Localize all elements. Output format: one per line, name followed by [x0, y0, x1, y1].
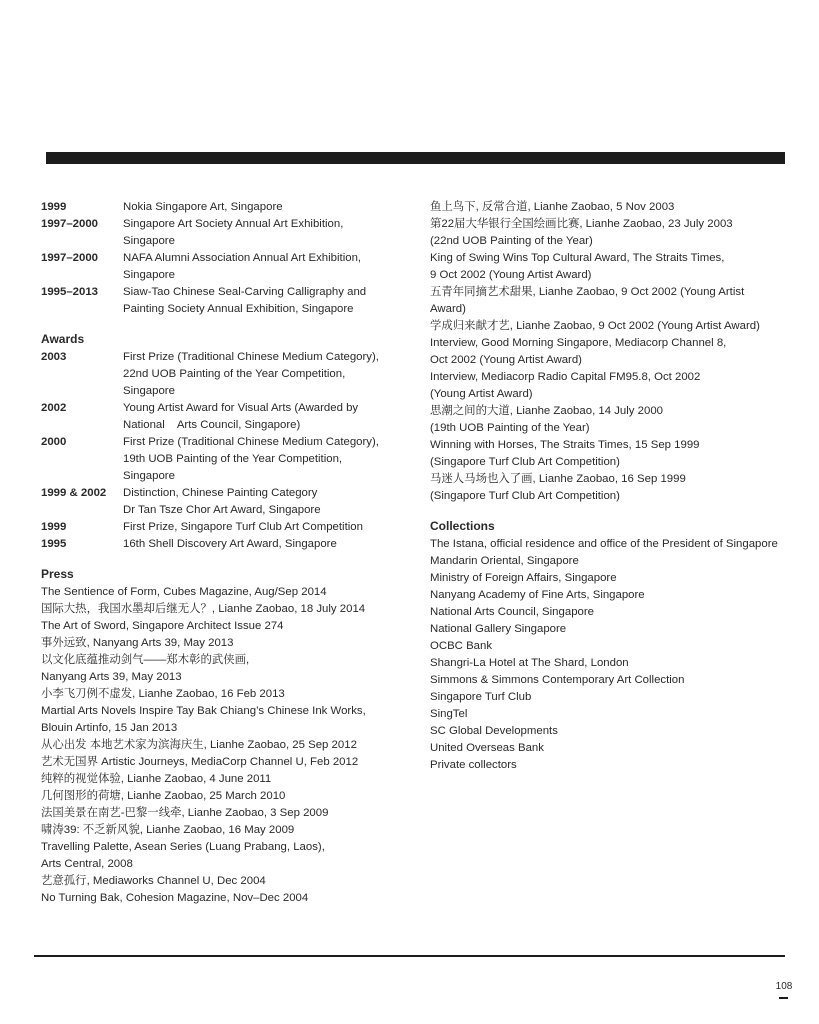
description-line: NAFA Alumni Association Annual Art Exhibition, [123, 252, 362, 264]
press-line: Nanyang Arts 39, May 2013 [41, 671, 182, 683]
collection-line: National Gallery Singapore [430, 623, 567, 635]
press-line: 思潮之间的大道, Lianhe Zaobao, 14 July 2000 [430, 405, 663, 417]
press-line: (22nd UOB Painting of the Year) [430, 235, 593, 247]
page-number-underline [779, 997, 788, 999]
description-line: Dr Tan Tsze Chor Art Award, Singapore [123, 504, 321, 516]
collection-line: OCBC Bank [430, 640, 493, 652]
press-line: King of Swing Wins Top Cultural Award, The Straits Times, [430, 252, 725, 264]
press-line: Interview, Good Morning Singapore, Mediacorp Channel 8, [430, 337, 727, 349]
press-line: 学成归来献才艺, Lianhe Zaobao, 9 Oct 2002 (Young Artist Award) [430, 320, 760, 332]
year: 1999 [41, 201, 67, 213]
exhibitions-list [41, 199, 406, 318]
collection-line: Shangri-La Hotel at The Shard, London [430, 657, 629, 669]
list-item [41, 349, 406, 400]
list-item [41, 250, 406, 284]
press-line: (Singapore Turf Club Art Competition) [430, 456, 620, 468]
press-line: Interview, Mediacorp Radio Capital FM95.8, Oct 2002 [430, 371, 701, 383]
press-line: Travelling Palette, Asean Series (Luang Prabang, Laos), [41, 841, 325, 853]
collection-line: SingTel [430, 708, 468, 720]
year: 2002 [41, 402, 67, 414]
description-line: Siaw-Tao Chinese Seal-Carving Calligraphy and [123, 286, 367, 298]
press-line: 事外远致, Nanyang Arts 39, May 2013 [41, 637, 234, 649]
collection-line: Singapore Turf Club [430, 691, 532, 703]
description-line: Nokia Singapore Art, Singapore [123, 201, 283, 213]
press-line: 法国美景在南艺-巴黎一线牵, Lianhe Zaobao, 3 Sep 2009 [41, 807, 329, 819]
year: 1995–2013 [41, 286, 99, 298]
list-item [41, 284, 406, 318]
description-line: 19th UOB Painting of the Year Competition, [123, 453, 343, 465]
collection-line: Nanyang Academy of Fine Arts, Singapore [430, 589, 645, 601]
awards-heading: Awards [41, 332, 85, 346]
press-line: 以文化底蕴推动剑气——郑木彰的武侠画, [41, 654, 250, 666]
list-item [41, 199, 406, 216]
collections-heading: Collections [430, 519, 495, 533]
press-line: 9 Oct 2002 (Young Artist Award) [430, 269, 592, 281]
description-line: First Prize (Traditional Chinese Medium Category), [123, 436, 379, 448]
description-line: Painting Society Annual Exhibition, Singapore [123, 303, 354, 315]
year: 1995 [41, 538, 67, 550]
press-line: 鱼上鸟下, 反常合道, Lianhe Zaobao, 5 Nov 2003 [430, 201, 675, 213]
collection-line: Private collectors [430, 759, 517, 771]
year: 1999 & 2002 [41, 487, 107, 499]
collection-line: Simmons & Simmons Contemporary Art Collection [430, 674, 685, 686]
press-heading: Press [41, 567, 74, 581]
collection-line: SC Global Developments [430, 725, 558, 737]
description-line: Singapore [123, 269, 175, 281]
collection-line: Mandarin Oriental, Singapore [430, 555, 579, 567]
description-line: Singapore [123, 385, 175, 397]
description-line: 22nd UOB Painting of the Year Competition, [123, 368, 346, 380]
list-item [41, 536, 406, 553]
press-continued-list [430, 199, 800, 505]
press-line: The Art of Sword, Singapore Architect Issue 274 [41, 620, 284, 632]
description-line: Singapore [123, 235, 175, 247]
list-item [41, 400, 406, 434]
page-number: 108 [775, 981, 793, 992]
year: 1997–2000 [41, 252, 99, 264]
right-column [430, 199, 800, 774]
press-line: (19th UOB Painting of the Year) [430, 422, 590, 434]
press-line: (Singapore Turf Club Art Competition) [430, 490, 620, 502]
press-line: No Turning Bak, Cohesion Magazine, Nov–Dec 2004 [41, 892, 309, 904]
press-list [41, 584, 406, 907]
press-line: 几何图形的荷塘, Lianhe Zaobao, 25 March 2010 [41, 790, 286, 802]
description-line: First Prize (Traditional Chinese Medium Category), [123, 351, 379, 363]
press-line: 艺术无国界 Artistic Journeys, MediaCorp Channel U, Feb 2012 [41, 756, 359, 768]
footer-rule [34, 955, 785, 957]
collection-line: The Istana, official residence and office of the President of Singapore [430, 538, 778, 550]
awards-list [41, 349, 406, 553]
collection-line: Ministry of Foreign Affairs, Singapore [430, 572, 617, 584]
year: 1999 [41, 521, 67, 533]
press-line: 艺意孤行, Mediaworks Channel U, Dec 2004 [41, 875, 266, 887]
press-line: 纯粹的视觉体验, Lianhe Zaobao, 4 June 2011 [41, 773, 272, 785]
press-line: 五青年同摘艺术甜果, Lianhe Zaobao, 9 Oct 2002 (Young Artist [430, 286, 745, 298]
header-bar [46, 152, 785, 164]
list-item [41, 485, 406, 519]
press-line: Award) [430, 303, 466, 315]
description-line: National Arts Council, Singapore) [123, 419, 301, 431]
press-line: Martial Arts Novels Inspire Tay Bak Chiang’s Chinese Ink Works, [41, 705, 366, 717]
year: 1997–2000 [41, 218, 99, 230]
list-item [41, 216, 406, 250]
description-line: Young Artist Award for Visual Arts (Awarded by [123, 402, 359, 414]
collection-line: National Arts Council, Singapore [430, 606, 594, 618]
press-line: Oct 2002 (Young Artist Award) [430, 354, 582, 366]
press-line: 马迷人马场也入了画, Lianhe Zaobao, 16 Sep 1999 [430, 473, 686, 485]
description-line: First Prize, Singapore Turf Club Art Competition [123, 521, 363, 533]
collections-list [430, 536, 800, 774]
press-line: 国际大热，我国水墨却后继无人？, Lianhe Zaobao, 18 July 2014 [41, 603, 366, 615]
left-column [41, 199, 406, 907]
list-item [41, 519, 406, 536]
press-line: The Sentience of Form, Cubes Magazine, Aug/Sep 2014 [41, 586, 327, 598]
year: 2003 [41, 351, 67, 363]
press-line: 啸涛39: 不乏新风貌, Lianhe Zaobao, 16 May 2009 [41, 824, 295, 836]
press-line: 小李飞刀例不虚发, Lianhe Zaobao, 16 Feb 2013 [41, 688, 285, 700]
year: 2000 [41, 436, 67, 448]
press-line: 第22届大华银行全国绘画比赛, Lianhe Zaobao, 23 July 2003 [430, 218, 733, 230]
description-line: Singapore [123, 470, 175, 482]
collection-line: United Overseas Bank [430, 742, 544, 754]
description-line: Distinction, Chinese Painting Category [123, 487, 318, 499]
press-line: Arts Central, 2008 [41, 858, 133, 870]
description-line: 16th Shell Discovery Art Award, Singapore [123, 538, 337, 550]
press-line: 从心出发 本地艺术家为滨海庆生, Lianhe Zaobao, 25 Sep 2012 [41, 739, 357, 751]
list-item [41, 434, 406, 485]
press-line: (Young Artist Award) [430, 388, 533, 400]
press-line: Winning with Horses, The Straits Times, 15 Sep 1999 [430, 439, 700, 451]
description-line: Singapore Art Society Annual Art Exhibition, [123, 218, 344, 230]
press-line: Blouin Artinfo, 15 Jan 2013 [41, 722, 178, 734]
